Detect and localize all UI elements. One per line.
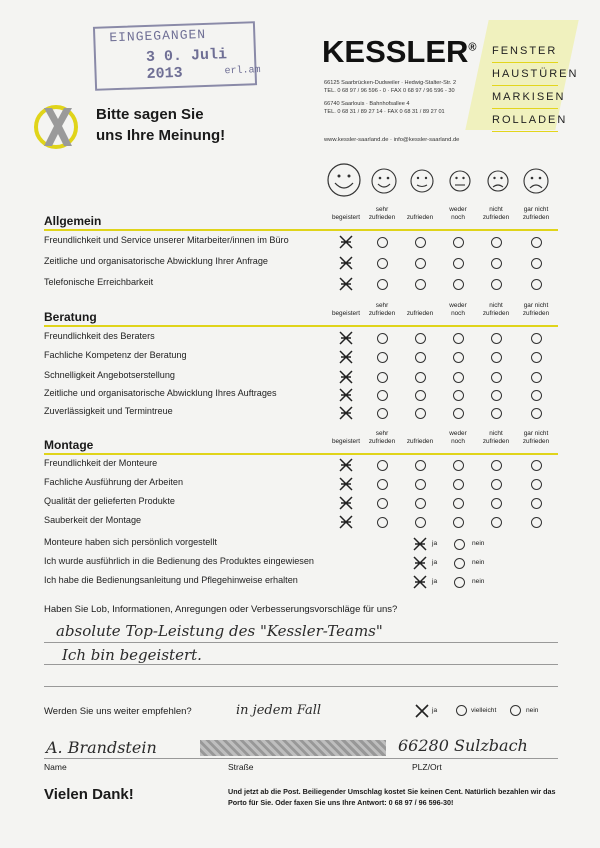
name-handwriting[interactable]: A. Brandstein [46, 738, 157, 757]
feedback-line [44, 686, 558, 687]
column-header-top: sehr [375, 430, 389, 437]
stamp-line-1: EINGEGANGEN [109, 26, 207, 46]
rating-option-radio[interactable] [415, 372, 426, 383]
rating-option-radio[interactable] [453, 517, 464, 528]
rating-option-radio[interactable] [415, 333, 426, 344]
rating-option-radio[interactable] [415, 352, 426, 363]
brand-word: FENSTER [492, 40, 558, 63]
section-divider [44, 229, 558, 231]
rating-option-radio[interactable] [531, 333, 542, 344]
rating-option-radio[interactable] [491, 352, 502, 363]
column-header-bottom: zufrieden [482, 309, 510, 317]
recommend-ja-checkbox[interactable] [414, 703, 430, 719]
rating-option-radio[interactable] [491, 460, 502, 471]
rating-option-checked[interactable] [338, 405, 354, 421]
yesno-ja-checked[interactable] [412, 536, 428, 552]
rating-option-radio[interactable] [453, 258, 464, 269]
rating-option-checked[interactable] [338, 495, 354, 511]
rating-option-radio[interactable] [491, 479, 502, 490]
rating-option-radio[interactable] [531, 479, 542, 490]
recommend-ja-label: ja [432, 707, 438, 714]
column-header-top: nicht [489, 430, 503, 437]
rating-option-radio[interactable] [377, 517, 388, 528]
column-header [513, 206, 559, 221]
rating-option-radio[interactable] [531, 352, 542, 363]
column-header-bottom: noch [451, 309, 465, 317]
column-header-bottom: zufrieden [368, 213, 396, 221]
column-header-bottom: zufrieden [482, 213, 510, 221]
rating-option-radio[interactable] [491, 258, 502, 269]
yesno-nein-radio[interactable] [454, 558, 465, 569]
headline [96, 104, 225, 146]
yesno-row-label: Ich wurde ausführlich in die Bedienung des Produktes eingewiesen [44, 556, 314, 566]
column-header-bottom: begeistert [331, 309, 361, 317]
rating-row-label: Sauberkeit der Montage [44, 515, 142, 525]
street-label: Straße [228, 762, 254, 772]
plz-handwriting[interactable]: 66280 Sulzbach [398, 736, 528, 755]
nein-label: nein [472, 578, 485, 585]
rating-option-checked[interactable] [338, 514, 354, 530]
column-header-top: gar nicht [523, 302, 549, 309]
rating-option-radio[interactable] [491, 237, 502, 248]
column-header-top: weder [449, 302, 467, 309]
rating-option-checked[interactable] [338, 330, 354, 346]
feedback-handwriting-1[interactable]: absolute Top-Leistung des "Kessler-Teams" [56, 622, 383, 640]
rating-option-radio[interactable] [491, 279, 502, 290]
rating-option-radio[interactable] [453, 372, 464, 383]
column-header-bottom: zufrieden [368, 309, 396, 317]
column-header-bottom: zufrieden [482, 437, 510, 445]
rating-option-radio[interactable] [377, 258, 388, 269]
column-header-bottom: noch [451, 437, 465, 445]
rating-option-radio[interactable] [415, 498, 426, 509]
stamp-line-3: erl.am [224, 65, 261, 78]
received-stamp [93, 21, 261, 91]
face-neutral-icon [450, 171, 470, 191]
face-happy-icon [372, 169, 396, 193]
yesno-nein-radio[interactable] [454, 577, 465, 588]
rating-option-radio[interactable] [453, 279, 464, 290]
stamp-date: 3 0. Juli 2013 [145, 46, 228, 83]
rating-option-checked[interactable] [338, 369, 354, 385]
ja-label: ja [432, 540, 438, 547]
feedback-line [44, 664, 558, 665]
column-header-bottom: zufrieden [522, 213, 550, 221]
face-very-happy-icon [328, 164, 360, 196]
brand-word: ROLLADEN [492, 109, 558, 132]
rating-option-radio[interactable] [453, 237, 464, 248]
plz-label: PLZ/Ort [412, 762, 442, 772]
column-header-bottom: begeistert [331, 213, 361, 221]
yesno-ja-checked[interactable] [412, 574, 428, 590]
ja-label: ja [432, 559, 438, 566]
company-address [324, 80, 484, 116]
column-header-bottom: zufrieden [522, 437, 550, 445]
rating-option-radio[interactable] [415, 279, 426, 290]
rating-row-label: Fachliche Kompetenz der Beratung [44, 350, 187, 360]
rating-row-label: Schnelligkeit Angebotserstellung [44, 370, 175, 380]
rating-option-checked[interactable] [338, 255, 354, 271]
rating-option-radio[interactable] [377, 479, 388, 490]
rating-option-radio[interactable] [453, 479, 464, 490]
column-header-top: gar nicht [523, 206, 549, 213]
nein-label: nein [472, 540, 485, 547]
face-unhappy-icon [488, 171, 508, 191]
rating-option-radio[interactable] [531, 237, 542, 248]
rating-option-radio[interactable] [415, 237, 426, 248]
column-header-top: nicht [489, 302, 503, 309]
rating-option-radio[interactable] [415, 460, 426, 471]
feedback-handwriting-2[interactable]: Ich bin begeistert. [62, 646, 202, 664]
rating-option-radio[interactable] [491, 408, 502, 419]
rating-option-checked[interactable] [338, 349, 354, 365]
column-header-bottom: noch [451, 213, 465, 221]
rating-option-radio[interactable] [531, 279, 542, 290]
rating-row-label: Zeitliche und organisatorische Abwicklung Ihres Auftrages [44, 388, 277, 398]
column-header-top: weder [449, 430, 467, 437]
recommend-nein-radio[interactable] [510, 705, 521, 716]
ja-label: ja [432, 578, 438, 585]
rating-row-label: Freundlichkeit der Monteure [44, 458, 158, 468]
rating-row-label: Qualität der gelieferten Produkte [44, 496, 175, 506]
rating-option-radio[interactable] [531, 390, 542, 401]
rating-option-radio[interactable] [377, 237, 388, 248]
rating-option-radio[interactable] [415, 408, 426, 419]
rating-option-radio[interactable] [531, 372, 542, 383]
feedback-line [44, 642, 558, 643]
yesno-row-label: Ich habe die Bedienungsanleitung und Pflegehinweise erhalten [44, 575, 298, 585]
yesno-ja-checked[interactable] [412, 555, 428, 571]
rating-option-radio[interactable] [491, 390, 502, 401]
rating-row-label: Freundlichkeit des Beraters [44, 331, 155, 341]
column-header-top: gar nicht [523, 430, 549, 437]
rating-option-radio[interactable] [453, 333, 464, 344]
recommend-handwriting: in jedem Fall [236, 703, 322, 718]
column-header-bottom: begeistert [331, 437, 361, 445]
rating-option-radio[interactable] [531, 498, 542, 509]
rating-option-radio[interactable] [453, 390, 464, 401]
rating-option-radio[interactable] [377, 333, 388, 344]
column-header-bottom: zufrieden [406, 437, 434, 445]
rating-option-checked[interactable] [338, 457, 354, 473]
feedback-question: Haben Sie Lob, Informationen, Anregungen oder Verbesserungsvorschläge für uns? [44, 604, 398, 615]
section-title: Beratung [44, 310, 97, 324]
column-header-bottom: zufrieden [406, 213, 434, 221]
column-header-top: sehr [375, 206, 389, 213]
x-badge-icon [32, 100, 84, 152]
rating-option-radio[interactable] [377, 390, 388, 401]
company-web: www.kessler-saarland.de · info@kessler-saarland.de [324, 137, 460, 143]
rating-option-checked[interactable] [338, 234, 354, 250]
address-line: 66740 Saarlouis · Bahnhofsallee 4 [324, 101, 410, 108]
footer-note: Und jetzt ab die Post. Beiliegender Umschlag kostet Sie keinen Cent. Natürlich bezahlen wir das Porto für Sie. Oder faxen Sie uns Ihre Antwort: 0 68 97 / 96 596-30! [228, 787, 556, 807]
rating-row-label: Telefonische Erreichbarkeit [44, 277, 154, 287]
rating-option-radio[interactable] [531, 460, 542, 471]
section-divider [44, 325, 558, 327]
brand-word: HAUSTÜREN [492, 63, 558, 86]
rating-faces [324, 160, 564, 200]
rating-option-checked[interactable] [338, 387, 354, 403]
column-header-bottom: zufrieden [368, 437, 396, 445]
kessler-logo: KESSLER® [322, 34, 477, 69]
column-header-bottom: zufrieden [406, 309, 434, 317]
rating-option-radio[interactable] [377, 408, 388, 419]
rating-row-label: Zuverlässigkeit und Termintreue [44, 406, 173, 416]
thank-you: Vielen Dank! [44, 786, 134, 803]
nein-label: nein [472, 559, 485, 566]
recommend-nein-label: nein [526, 707, 539, 714]
headline-line-2: uns Ihre Meinung! [96, 127, 226, 144]
rating-option-radio[interactable] [453, 498, 464, 509]
name-label: Name [44, 762, 67, 772]
address-line: TEL. 0 68 97 / 96 596 - 0 · FAX 0 68 97 / 96 596 - 30 [324, 87, 455, 94]
yesno-nein-radio[interactable] [454, 539, 465, 550]
address-line: 66125 Saarbrücken-Dudweiler · Hedwig-Stalter-Str. 2 [324, 80, 457, 86]
column-header-top: weder [449, 206, 467, 213]
yesno-row-label: Monteure haben sich persönlich vorgestellt [44, 537, 217, 547]
section-divider [44, 453, 558, 455]
rating-option-radio[interactable] [453, 352, 464, 363]
rating-option-checked[interactable] [338, 476, 354, 492]
rating-row-label: Freundlichkeit und Service unserer Mitarbeiter/innen im Büro [44, 235, 289, 245]
rating-option-radio[interactable] [377, 279, 388, 290]
rating-option-radio[interactable] [491, 517, 502, 528]
rating-option-checked[interactable] [338, 276, 354, 292]
rating-option-radio[interactable] [377, 498, 388, 509]
headline-line-1: Bitte sagen Sie [96, 106, 204, 123]
recommend-vielleicht-radio[interactable] [456, 705, 467, 716]
rating-option-radio[interactable] [415, 258, 426, 269]
recommend-question: Werden Sie uns weiter empfehlen? [44, 706, 192, 717]
brand-word: MARKISEN [492, 86, 558, 109]
rating-option-radio[interactable] [453, 460, 464, 471]
section-title: Montage [44, 438, 94, 452]
rating-option-radio[interactable] [415, 517, 426, 528]
rating-option-radio[interactable] [531, 408, 542, 419]
rating-option-radio[interactable] [453, 408, 464, 419]
rating-option-radio[interactable] [415, 479, 426, 490]
signature-line [44, 758, 558, 759]
rating-option-radio[interactable] [531, 258, 542, 269]
column-header [513, 430, 559, 445]
column-header-top: sehr [375, 302, 389, 309]
section-title: Allgemein [44, 214, 102, 228]
address-line: TEL. 0 68 31 / 89 27 14 · FAX 0 68 31 / 89 27 01 [324, 108, 445, 115]
face-content-icon [411, 170, 433, 192]
street-redacted [200, 740, 386, 756]
rating-option-radio[interactable] [491, 372, 502, 383]
rating-option-radio[interactable] [377, 460, 388, 471]
rating-row-label: Zeitliche und organisatorische Abwicklung Ihrer Anfrage [44, 256, 268, 266]
column-header-top: nicht [489, 206, 503, 213]
rating-option-radio[interactable] [491, 333, 502, 344]
rating-option-radio[interactable] [531, 517, 542, 528]
rating-row-label: Fachliche Ausführung der Arbeiten [44, 477, 184, 487]
brand-product-list [492, 40, 579, 132]
face-very-unhappy-icon [524, 169, 548, 193]
rating-option-radio[interactable] [377, 372, 388, 383]
column-header-bottom: zufrieden [522, 309, 550, 317]
rating-option-radio[interactable] [491, 498, 502, 509]
recommend-vielleicht-label: vielleicht [471, 707, 497, 714]
rating-option-radio[interactable] [377, 352, 388, 363]
column-header [513, 302, 559, 317]
rating-option-radio[interactable] [415, 390, 426, 401]
